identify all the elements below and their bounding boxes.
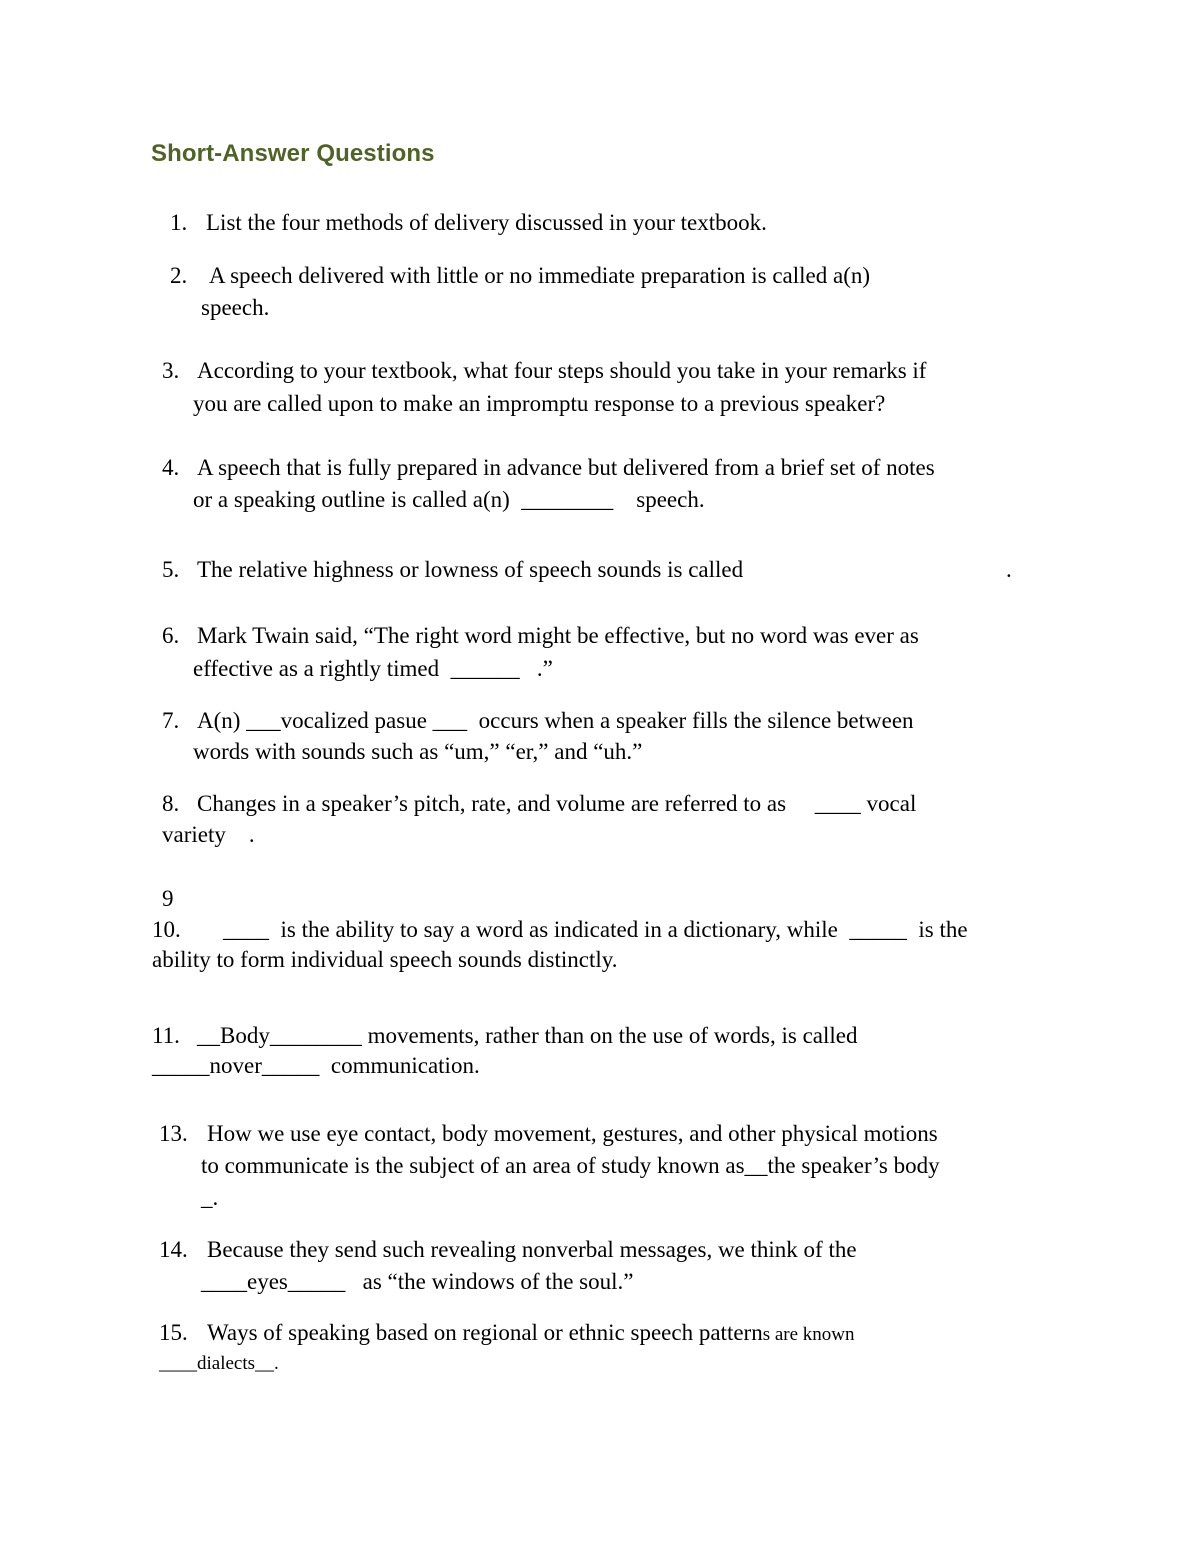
question-text: A(n) ___vocalized pasue ___ occurs when a speaker fills the silence between	[197, 708, 914, 733]
question-text: ability to form individual speech sounds distinctly.	[152, 947, 618, 972]
question-text: words with sounds such as “um,” “er,” and “uh.”	[193, 739, 643, 764]
question-number: 10.	[152, 917, 181, 942]
question-text	[207, 1319, 855, 1349]
question-text: A speech that is fully prepared in advance but delivered from a brief set of notes	[197, 455, 935, 480]
question-text: .	[1006, 557, 1012, 582]
question-text: The relative highness or lowness of speech sounds is called	[197, 557, 744, 582]
question-number: 11.	[152, 1023, 180, 1048]
question-text: Changes in a speaker’s pitch, rate, and volume are referred to as ____ vocal	[197, 791, 917, 816]
question-text: effective as a rightly timed ______ .”	[193, 656, 553, 681]
question-number: 9	[162, 886, 174, 911]
question-text: ____dialects__.	[159, 1353, 279, 1374]
question-number: 7.	[162, 708, 180, 733]
question-text-small: s are known	[762, 1324, 855, 1345]
question-text-main: Ways of speaking based on regional or ethnic speech pattern	[207, 1320, 763, 1345]
question-text: List the four methods of delivery discussed in your textbook.	[206, 210, 767, 235]
question-text: _____nover_____ communication.	[152, 1053, 480, 1078]
question-number: 4.	[162, 455, 180, 480]
question-number: 8.	[162, 791, 180, 816]
question-text: _.	[201, 1185, 219, 1210]
question-number: 2.	[170, 263, 188, 288]
question-text: variety .	[162, 822, 255, 847]
question-number: 1.	[170, 210, 188, 235]
question-text: speech.	[201, 295, 270, 320]
question-text: According to your textbook, what four steps should you take in your remarks if	[197, 358, 927, 383]
question-text: __Body________ movements, rather than on the use of words, is called	[197, 1023, 858, 1048]
question-number: 6.	[162, 623, 180, 648]
question-text: How we use eye contact, body movement, gestures, and other physical motions	[207, 1121, 938, 1146]
question-number: 14.	[159, 1237, 188, 1262]
question-text: ____ is the ability to say a word as indicated in a dictionary, while _____ is the	[223, 917, 968, 942]
question-text: to communicate is the subject of an area of study known as__the speaker’s body	[201, 1153, 940, 1178]
question-text: you are called upon to make an impromptu response to a previous speaker?	[193, 391, 886, 416]
question-number: 15.	[159, 1320, 188, 1345]
question-text: Mark Twain said, “The right word might be effective, but no word was ever as	[197, 623, 919, 648]
question-text: Because they send such revealing nonverbal messages, we think of the	[207, 1237, 857, 1262]
question-text: or a speaking outline is called a(n) ________ speech.	[193, 487, 705, 512]
question-number: 13.	[159, 1121, 188, 1146]
question-number: 3.	[162, 358, 180, 383]
question-number: 5.	[162, 557, 180, 582]
question-text: ____eyes_____ as “the windows of the soul.”	[201, 1269, 634, 1294]
page-title: Short-Answer Questions	[151, 140, 435, 167]
question-text: A speech delivered with little or no immediate preparation is called a(n)	[209, 263, 871, 288]
